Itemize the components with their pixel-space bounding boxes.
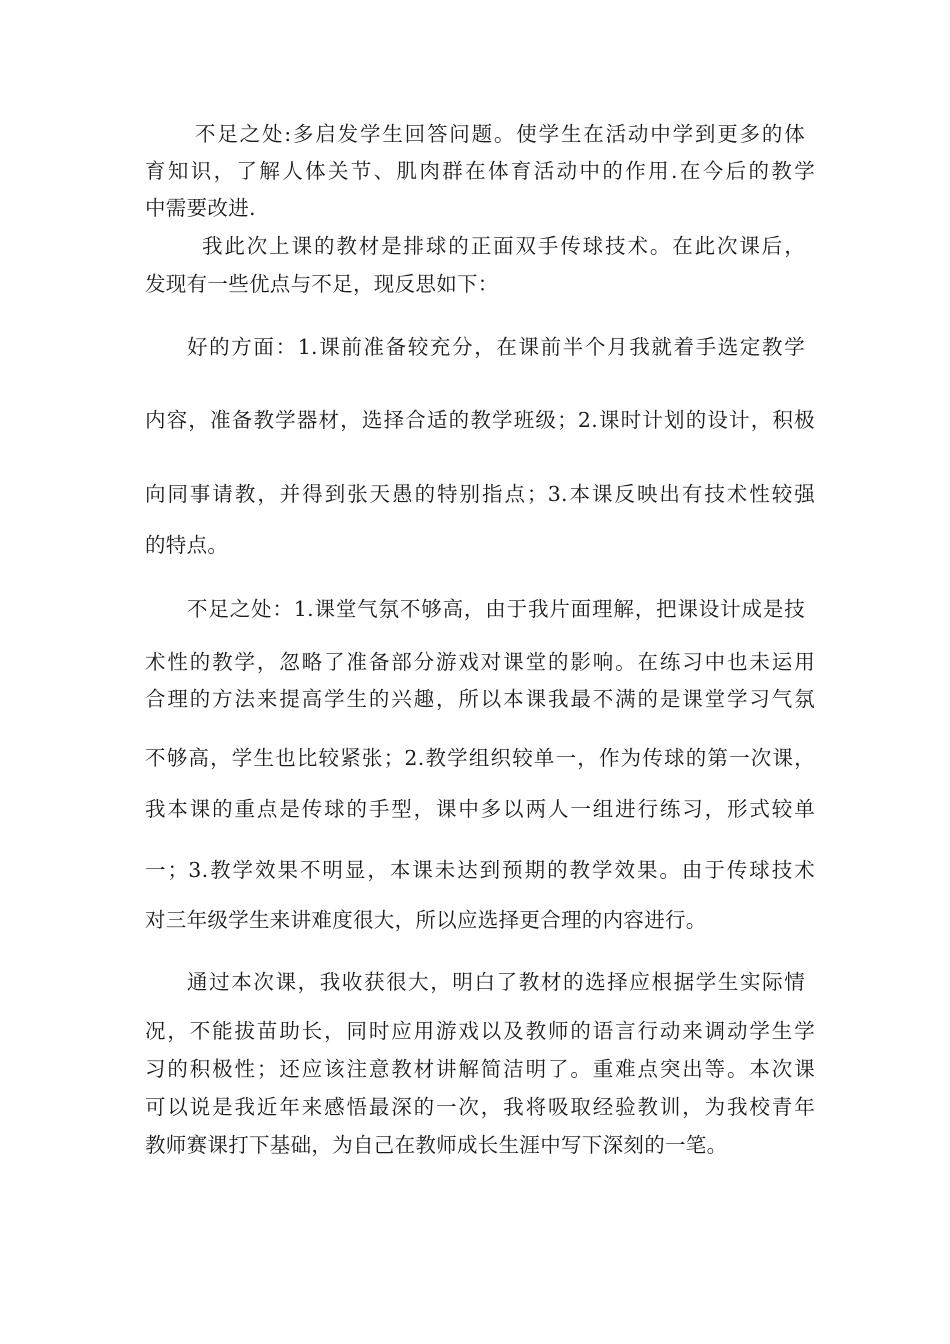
text-line: 的特点。 [145,533,229,557]
text-line: 中需要改进. [145,196,256,220]
text-line: 不足之处:多启发学生回答问题。使学生在活动中学到更多的体 [195,122,805,146]
text-line: 我本课的重点是传球的手型，课中多以两人一组进行练习，形式较单 [145,797,815,821]
text-line: 习的积极性；还应该注意教材讲解简洁明了。重难点突出等。本次课 [145,1057,815,1081]
text-line: 一；3.教学效果不明显，本课未达到预期的教学效果。由于传球技术 [145,858,815,882]
text-line: 育知识，了解人体关节、肌肉群在体育活动中的作用.在今后的教学 [145,159,815,183]
text-line: 不足之处：1.课堂气氛不够高，由于我片面理解，把课设计成是技 [187,597,805,621]
text-line: 术性的教学，忽略了准备部分游戏对课堂的影响。在练习中也未运用 [145,650,815,674]
text-line: 向同事请教，并得到张天愚的特别指点；3.本课反映出有技术性较强 [145,482,815,506]
text-line: 好的方面：1.课前准备较充分，在课前半个月我就着手选定教学 [187,335,805,359]
text-line: 合理的方法来提高学生的兴趣，所以本课我最不满的是课堂学习气氛 [145,687,815,711]
text-line: 内容，准备教学器材，选择合适的教学班级；2.课时计划的设计，积极 [145,408,815,432]
text-line: 发现有一些优点与不足，现反思如下： [145,272,499,296]
text-line: 况，不能拔苗助长，同时应用游戏以及教师的语言行动来调动学生学 [145,1019,815,1043]
text-line: 通过本次课，我收获很大，明白了教材的选择应根据学生实际情 [187,970,805,994]
text-line: 教师赛课打下基础，为自己在教师成长生涯中写下深刻的一笔。 [145,1133,728,1157]
text-line: 我此次上课的教材是排球的正面双手传球技术。在此次课后， [202,234,805,258]
text-line: 可以说是我近年来感悟最深的一次，我将吸取经验教训，为我校青年 [145,1095,815,1119]
text-line: 对三年级学生来讲难度很大，所以应选择更合理的内容进行。 [145,908,707,932]
text-line: 不够高，学生也比较紧张；2.教学组织较单一，作为传球的第一次课， [145,746,815,770]
